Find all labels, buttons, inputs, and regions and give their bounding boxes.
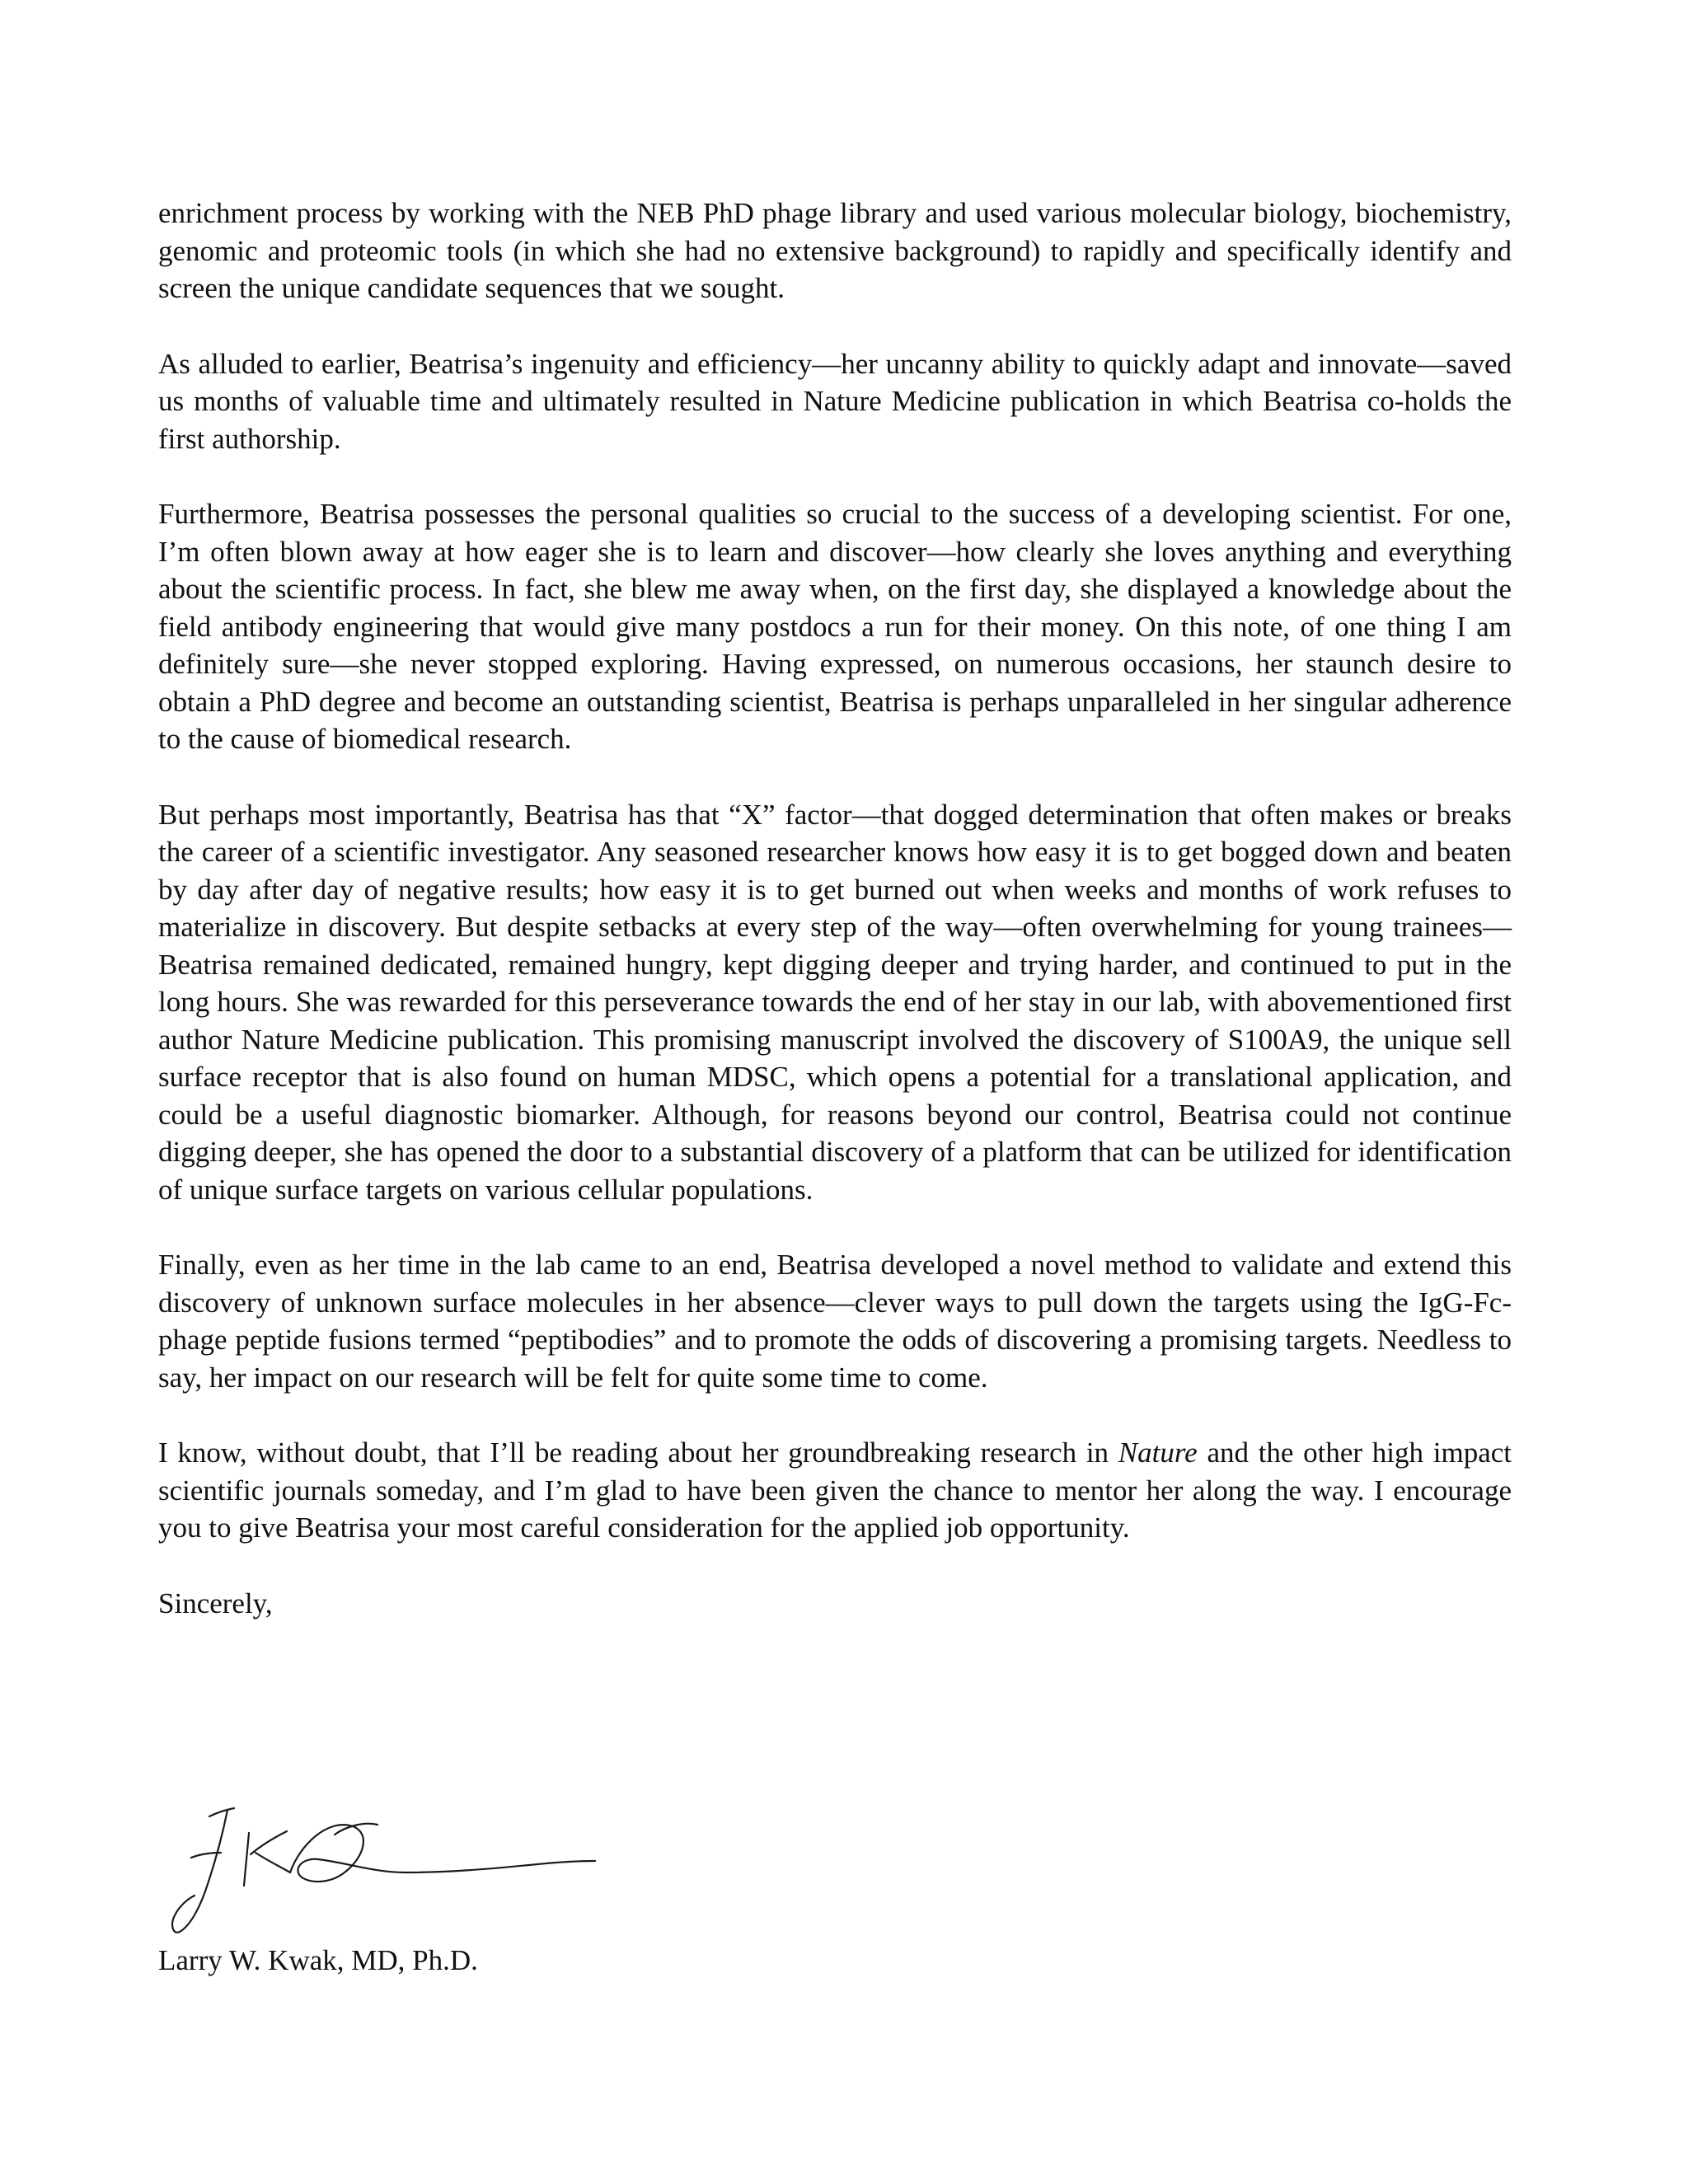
recommendation-text-start: I know, without doubt, that I’ll be reading about her groundbreaking research in	[158, 1436, 1118, 1469]
paragraph-enrichment: enrichment process by working with the NEB PhD phage library and used various molecular biology, biochemistry, genomic and proteomic tools (in which she had no extensive background) to rapidly and specifically identify and screen the unique candidate sequences that we sought.	[158, 197, 1512, 304]
letter-body	[158, 194, 1512, 1622]
handwritten-signature	[158, 1793, 603, 1942]
paragraph-x-factor: But perhaps most importantly, Beatrisa has that “X” factor—that dogged determination that often makes or breaks the career of a scientific investigator. Any seasoned researcher knows how easy it is to get bogged down and beaten by day after day of negative results; how easy it is to get burned out when weeks and months of work refuses to materialize in discovery. But despite setbacks at every step of the way—often overwhelming for young trainees—Beatrisa remained dedicated, remained hungry, kept digging deeper and trying harder, and continued to put in the long hours. She was rewarded for this perseverance towards the end of her stay in our lab, with abovementioned first author Nature Medicine publication. This promising manuscript involved the discovery of S100A9, the unique sell surface receptor that is also found on human MDSC, which opens a potential for a translational application, and could be a useful diagnostic biomarker. Although, for reasons beyond our control, Beatrisa could not continue digging deeper, she has opened the door to a substantial discovery of a platform that can be utilized for identification of unique surface targets on various cellular populations.	[158, 798, 1512, 1206]
paragraph-novel-method: Finally, even as her time in the lab came to an end, Beatrisa developed a novel method to validate and extend this discovery of unknown surface molecules in her absence—clever ways to pull down the targets using the IgG-Fc-phage peptide fusions termed “peptibodies” and to promote the odds of discovering a promising targets. Needless to say, her impact on our research will be felt for quite some time to come.	[158, 1249, 1512, 1394]
signer-name: Larry W. Kwak, MD, Ph.D.	[158, 1944, 478, 1976]
paragraph-personal-qualities: Furthermore, Beatrisa possesses the personal qualities so crucial to the success of a developing scientist. For one, I’m often blown away at how eager she is to learn and discover—how clearly she loves anything and everything about the scientific process. In fact, she blew me away when, on the first day, she displayed a knowledge about the field antibody engineering that would give many postdocs a run for their money. On this note, of one thing I am definitely sure—she never stopped exploring. Having expressed, on numerous occasions, her staunch desire to obtain a PhD degree and become an outstanding scientist, Beatrisa is perhaps unparalleled in her singular adherence to the cause of biomedical research.	[158, 498, 1512, 755]
paragraph-ingenuity: As alluded to earlier, Beatrisa’s ingenuity and efficiency—her uncanny ability to quickly adapt and innovate—saved us months of valuable time and ultimately resulted in Nature Medicine publication in which Beatrisa co-holds the first authorship.	[158, 347, 1512, 455]
closing-salutation: Sincerely,	[158, 1586, 273, 1619]
recommendation-text-end: and the other high impact scientific journals someday, and I’m glad to have been given the chance to mentor her along the way. I encourage you to give Beatrisa your most careful consideration for the applied job opportunity.	[158, 1436, 1512, 1544]
journal-name: Nature	[1118, 1436, 1198, 1469]
paragraph-recommendation	[158, 1434, 1512, 1547]
